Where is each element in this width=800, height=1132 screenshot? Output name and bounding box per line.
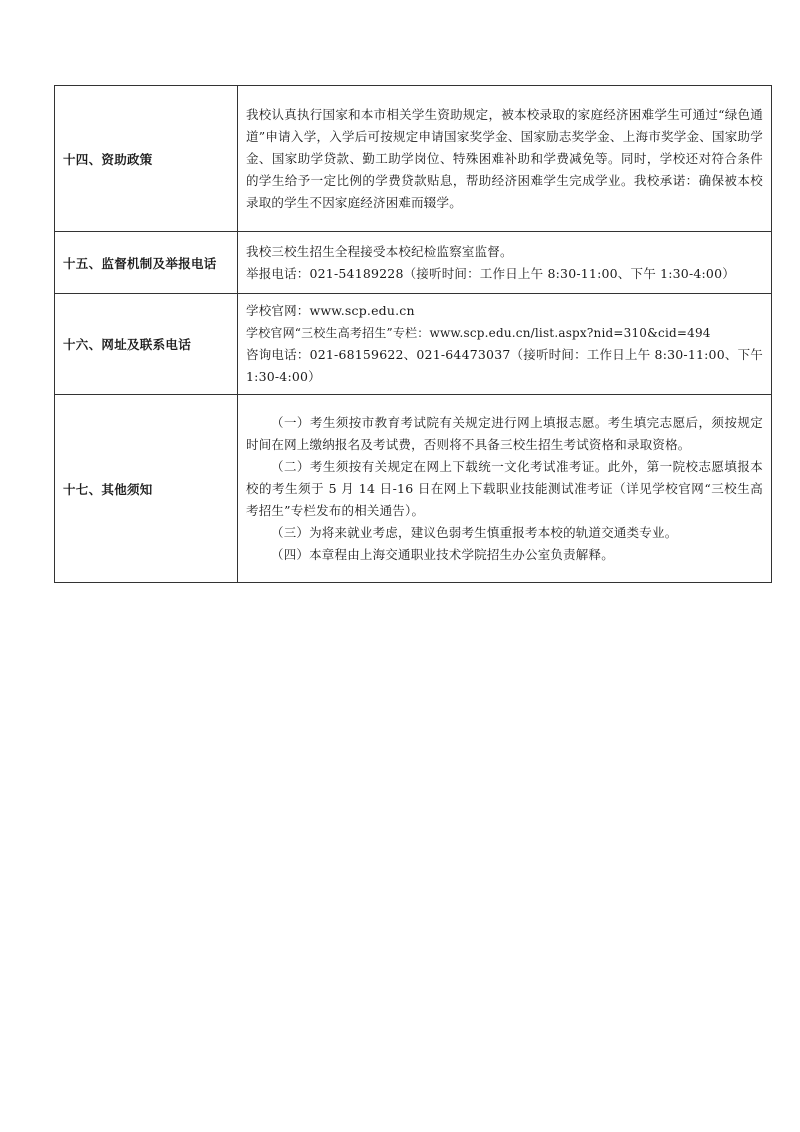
admissions-info-table [54,85,772,583]
table-row-contact [55,294,772,395]
row-content [238,232,772,294]
consult-phone-text: 咨询电话：021-68159622、021-64473037（接听时间：工作日上午 8:30-11:00、下午 1:30-4:00） [246,347,763,384]
supervision-text: 我校三校生招生全程接受本校纪检监察室监督。 [246,243,513,259]
row-label: 十六、网址及联系电话 [55,294,238,395]
row-content [238,86,772,232]
row-content [238,395,772,583]
table-row-other-notes [55,395,772,583]
row-label: 十七、其他须知 [55,395,238,583]
table-row-financial-aid [55,86,772,232]
financial-aid-text: 我校认真执行国家和本市相关学生资助规定，被本校录取的家庭经济困难学生可通过“绿色通道”申请入学，入学后可按规定申请国家奖学金、国家励志奖学金、上海市奖学金、国家助学金、国家助学贷款、勤工助学岗位、特殊困难补助和学费减免等。同时，学校还对符合条件的学生给予一定比例的学费贷款贴息，帮助经济困难学生完成学业。我校承诺：确保被本校录取的学生不因家庭经济困难而辍学。 [246,106,763,210]
row-content [238,294,772,395]
admissions-column-url-text: 学校官网“三校生高考招生”专栏：www.scp.edu.cn/list.aspx?nid=310&cid=494 [246,326,711,340]
official-website-text: 学校官网：www.scp.edu.cn [246,303,415,318]
note-3: （三）为将来就业考虑，建议色弱考生慎重报考本校的轨道交通类专业。 [271,524,678,540]
report-phone-text: 举报电话：021-54189228（接听时间：工作日上午 8:30-11:00、下午 1:30-4:00） [246,265,735,281]
row-label: 十五、监督机制及举报电话 [55,232,238,294]
note-4: （四）本章程由上海交通职业技术学院招生办公室负责解释。 [271,546,614,562]
note-2: （二）考生须按有关规定在网上下载统一文化考试准考证。此外，第一院校志愿填报本校的考生须于 5 月 14 日-16 日在网上下载职业技能测试准考证（详见学校官网“三校生高考招生”专栏发布的相关通告）。 [246,458,763,518]
row-label: 十四、资助政策 [55,86,238,232]
table-row-supervision [55,232,772,294]
note-1: （一）考生须按市教育考试院有关规定进行网上填报志愿。考生填完志愿后，须按规定时间在网上缴纳报名及考试费，否则将不具备三校生招生考试资格和录取资格。 [246,414,763,452]
